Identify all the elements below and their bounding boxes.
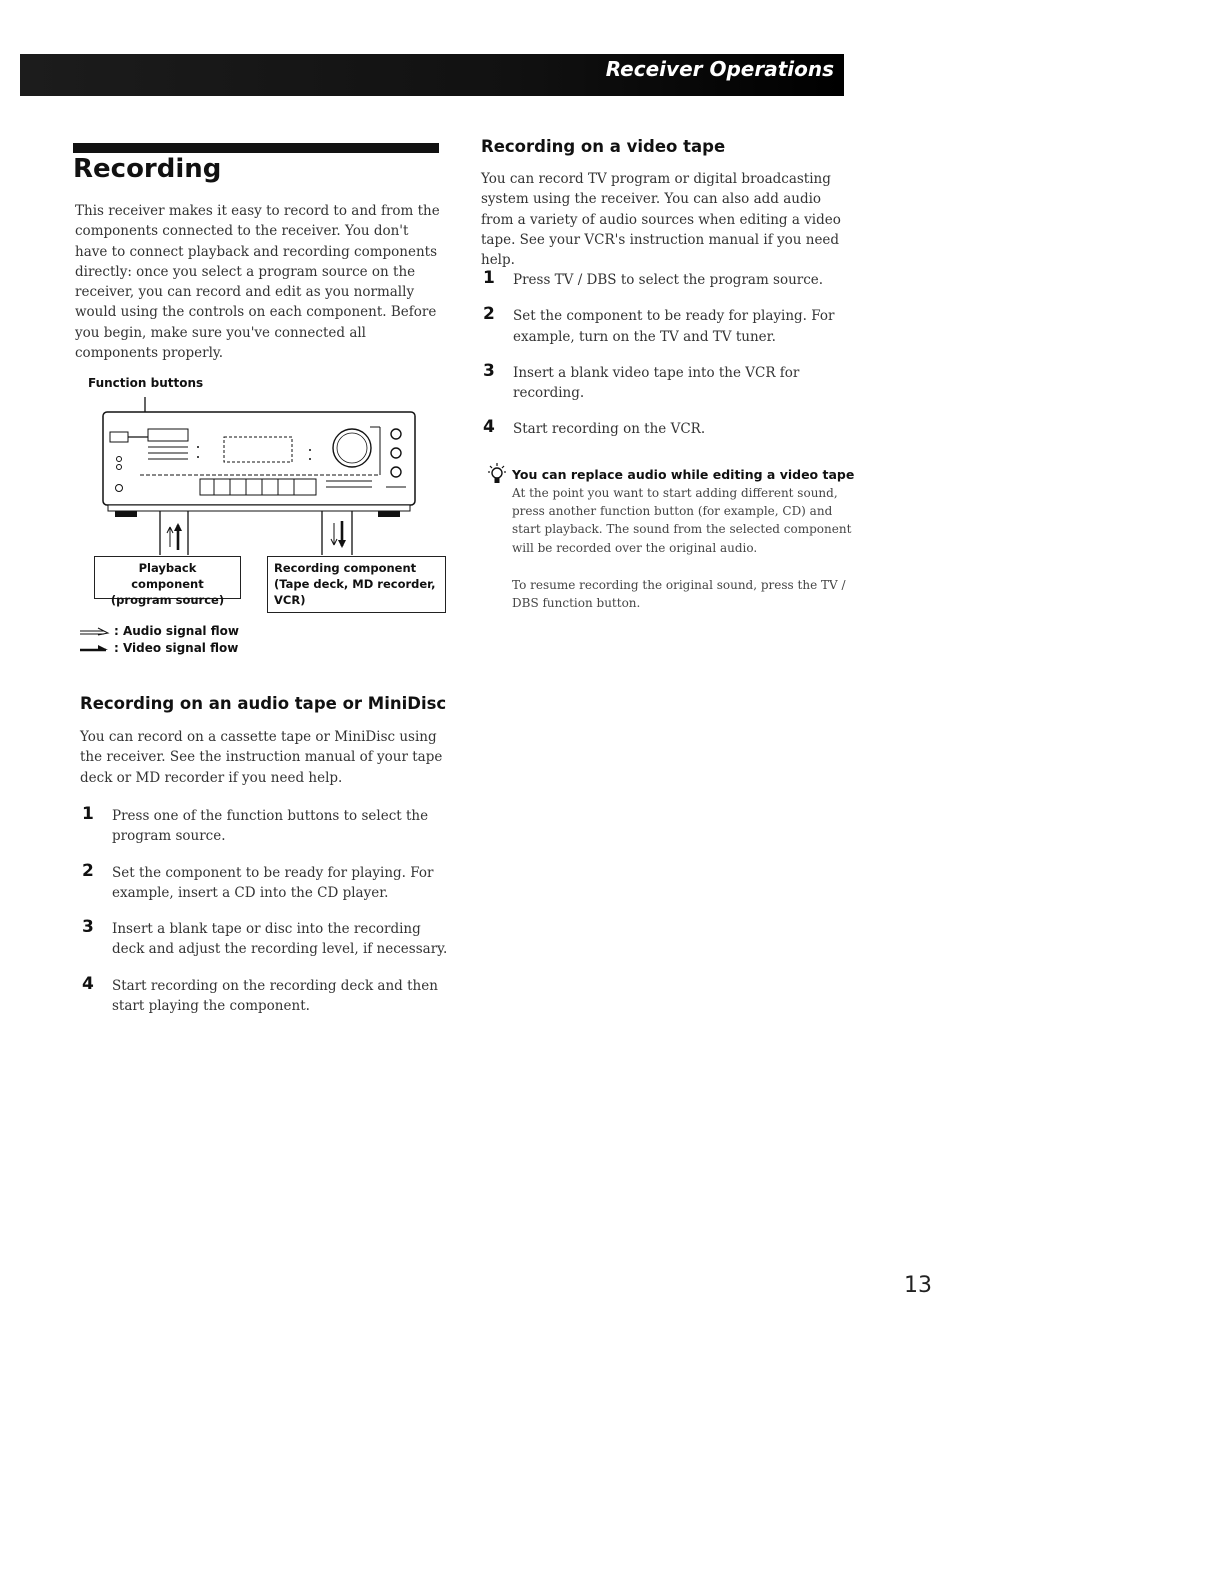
step-text: Start recording on the recording deck and then start playing the component. [112,977,438,1015]
video-arrow-icon [78,644,112,654]
section-intro: This receiver makes it easy to record to and from the components connected to the receiver. You don't have to connect playback and recording components directly: once you select a program source on the receiver, you can record and edit as you normally would using the controls on each component. Before you begin, make sure you've connected all components properly. [75,203,440,362]
list-item [82,973,452,1017]
step-number: 4 [483,417,495,438]
tip-body: At the point you want to start adding different sound, press another function button (for example, CD) and start playback. The sound from the selected component will be recorded over the original audio. [512,486,852,555]
legend-audio-label: : Audio signal flow [114,624,239,638]
section-title: Recording [73,154,222,184]
list-item [82,806,452,847]
playback-component-box: Playback component (program source) [94,556,241,599]
lightbulb-icon [488,463,506,485]
list-item [483,270,853,290]
legend-audio [78,623,239,640]
audio-steps [82,806,452,1032]
tip-heading [488,463,854,485]
audio-arrow-icon [78,627,112,637]
audio-intro: You can record on a cassette tape or MiniDisc using the receiver. See the instruction manual of your tape deck or MD recorder if you need help. [80,729,443,786]
tip-heading-text: You can replace audio while editing a video tape [512,466,855,482]
step-number: 1 [82,804,94,824]
step-number: 3 [483,360,495,381]
section-rule [73,143,439,153]
step-text: Set the component to be ready for playing. For example, turn on the TV and TV tuner. [513,308,835,345]
list-item [483,360,853,404]
step-number: 2 [82,860,94,881]
step-number: 4 [82,973,94,994]
header-bar [20,54,844,96]
legend-video [78,640,239,657]
step-number: 2 [483,304,495,325]
video-steps [483,270,853,456]
recording-component-box: Recording component (Tape deck, MD recorder, VCR) [267,556,446,613]
step-text: Start recording on the VCR. [513,421,706,438]
step-number: 1 [483,268,495,288]
list-item [483,419,853,439]
step-text: Insert a blank tape or disc into the recording deck and adjust the recording level, if necessary. [112,921,448,958]
signal-legend [78,623,239,657]
video-intro: You can record TV program or digital broadcasting system using the receiver. You can also add audio from a variety of audio sources when editing a video tape. See your VCR's instruction manual if you need help. [481,171,841,269]
audio-heading: Recording on an audio tape or MiniDisc [80,694,447,713]
header-title: Receiver Operations [605,57,834,81]
video-heading: Recording on a video tape [481,137,726,156]
step-number: 3 [82,917,94,938]
step-text: Insert a blank video tape into the VCR for recording. [513,364,800,402]
function-buttons-label: Function buttons [88,376,204,390]
legend-video-label: : Video signal flow [114,641,239,655]
list-item [82,919,452,960]
list-item [82,860,452,904]
tip-body-2: To resume recording the original sound, press the TV / DBS function button. [512,578,846,611]
step-text: Press one of the function buttons to select the program source. [112,808,429,845]
step-text: Set the component to be ready for playing. For example, insert a CD into the CD player. [112,864,434,901]
list-item [483,306,853,347]
step-text: Press TV / DBS to select the program source. [513,272,824,288]
page-number: 13 [904,1273,932,1298]
